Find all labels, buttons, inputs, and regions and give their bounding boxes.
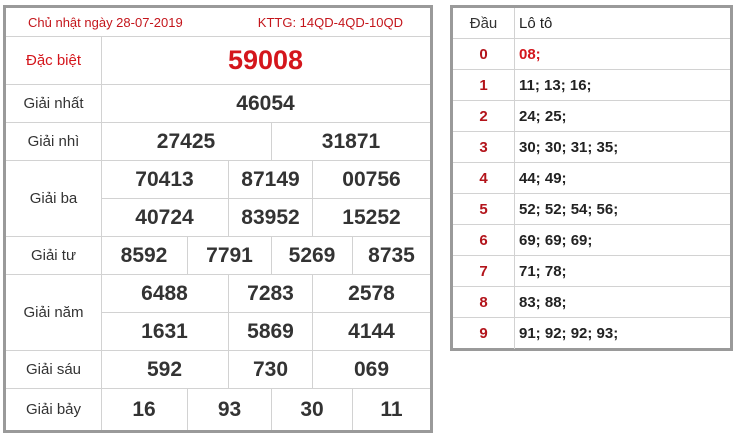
loto-values: 30; 30; 31; 35; [519,138,619,156]
loto-value-column-label: Lô tô [519,14,553,32]
third-prize-number: 40724 [101,198,228,236]
third-prize-number: 15252 [312,198,430,236]
third-prize-number: 00756 [312,161,430,198]
loto-head-digit: 9 [453,318,515,349]
loto-values: 44; 49; [519,169,567,187]
third-prize-number: 70413 [135,167,194,191]
loto-row [453,256,730,287]
row-third-prize [6,161,430,237]
loto-head-digit: 7 [453,256,515,286]
row-fourth-prize [6,237,430,275]
kttg-code: KTTG: 14QD-4QD-10QD [257,14,403,30]
third-prize-number: 83952 [228,198,312,236]
loto-head-column-label: Đầu [453,8,515,38]
loto-head-digit: 5 [453,194,515,224]
row-special-prize [6,37,430,85]
loto-head-digit: 8 [453,287,515,317]
loto-head-digit: 1 [453,70,515,100]
row-second-prize [6,123,430,161]
row-seventh-prize [6,389,430,430]
fourth-prize-number: 5269 [271,237,352,274]
fourth-prize-number: 8592 [120,243,168,267]
loto-row [453,287,730,318]
fourth-prize-number: 7791 [187,237,271,274]
loto-values: 83; 88; [519,293,567,311]
second-prize-number: 31871 [271,123,430,160]
third-prize-label: Giải ba [6,161,102,236]
loto-table [450,5,733,351]
loto-row [453,163,730,194]
fifth-prize-number: 5869 [228,312,312,350]
loto-head-digit: 0 [453,39,515,69]
loto-values: 08; [519,45,541,63]
third-prize-number: 87149 [228,161,312,198]
fifth-prize-number: 6488 [141,281,188,305]
row-sixth-prize [6,351,430,389]
sixth-prize-number: 069 [312,351,430,388]
loto-values: 52; 52; 54; 56; [519,200,619,218]
seventh-prize-label: Giải bảy [6,389,102,430]
loto-row [453,39,730,70]
first-prize-number: 46054 [236,91,295,115]
loto-row [453,101,730,132]
loto-head-digit: 2 [453,101,515,131]
loto-head-digit: 4 [453,163,515,193]
special-prize-number: 59008 [227,45,304,75]
row-first-prize [6,85,430,123]
loto-head-digit: 6 [453,225,515,255]
draw-date: Chủ nhật ngày 28-07-2019 [28,14,183,30]
first-prize-label: Giải nhất [6,85,102,122]
sixth-prize-number: 730 [228,351,312,388]
special-prize-label: Đặc biệt [6,37,102,84]
loto-values: 71; 78; [519,262,567,280]
second-prize-number: 27425 [156,129,216,153]
seventh-prize-number: 16 [132,397,156,421]
loto-row [453,194,730,225]
sixth-prize-label: Giải sáu [6,351,102,388]
row-fifth-prize [6,275,430,351]
loto-values: 11; 13; 16; [519,76,592,94]
loto-row [453,318,730,349]
loto-row [453,70,730,101]
second-prize-label: Giải nhì [6,123,102,160]
sixth-prize-number: 592 [146,357,183,381]
seventh-prize-number: 93 [187,389,271,430]
loto-row [453,225,730,256]
seventh-prize-number: 30 [271,389,352,430]
loto-values: 24; 25; [519,107,567,125]
fourth-prize-number: 8735 [352,237,430,274]
fifth-prize-number: 1631 [101,312,228,350]
seventh-prize-number: 11 [352,389,430,430]
fifth-prize-number: 7283 [228,275,312,312]
loto-values: 69; 69; 69; [519,231,593,249]
results-header [6,8,430,37]
fifth-prize-number: 2578 [312,275,430,312]
fifth-prize-number: 4144 [312,312,430,350]
loto-row [453,132,730,163]
loto-head-digit: 3 [453,132,515,162]
fourth-prize-label: Giải tư [6,237,102,274]
fifth-prize-label: Giải năm [6,275,102,350]
loto-values: 91; 92; 92; 93; [519,325,619,342]
results-table [3,5,433,433]
loto-header-row [453,8,730,39]
